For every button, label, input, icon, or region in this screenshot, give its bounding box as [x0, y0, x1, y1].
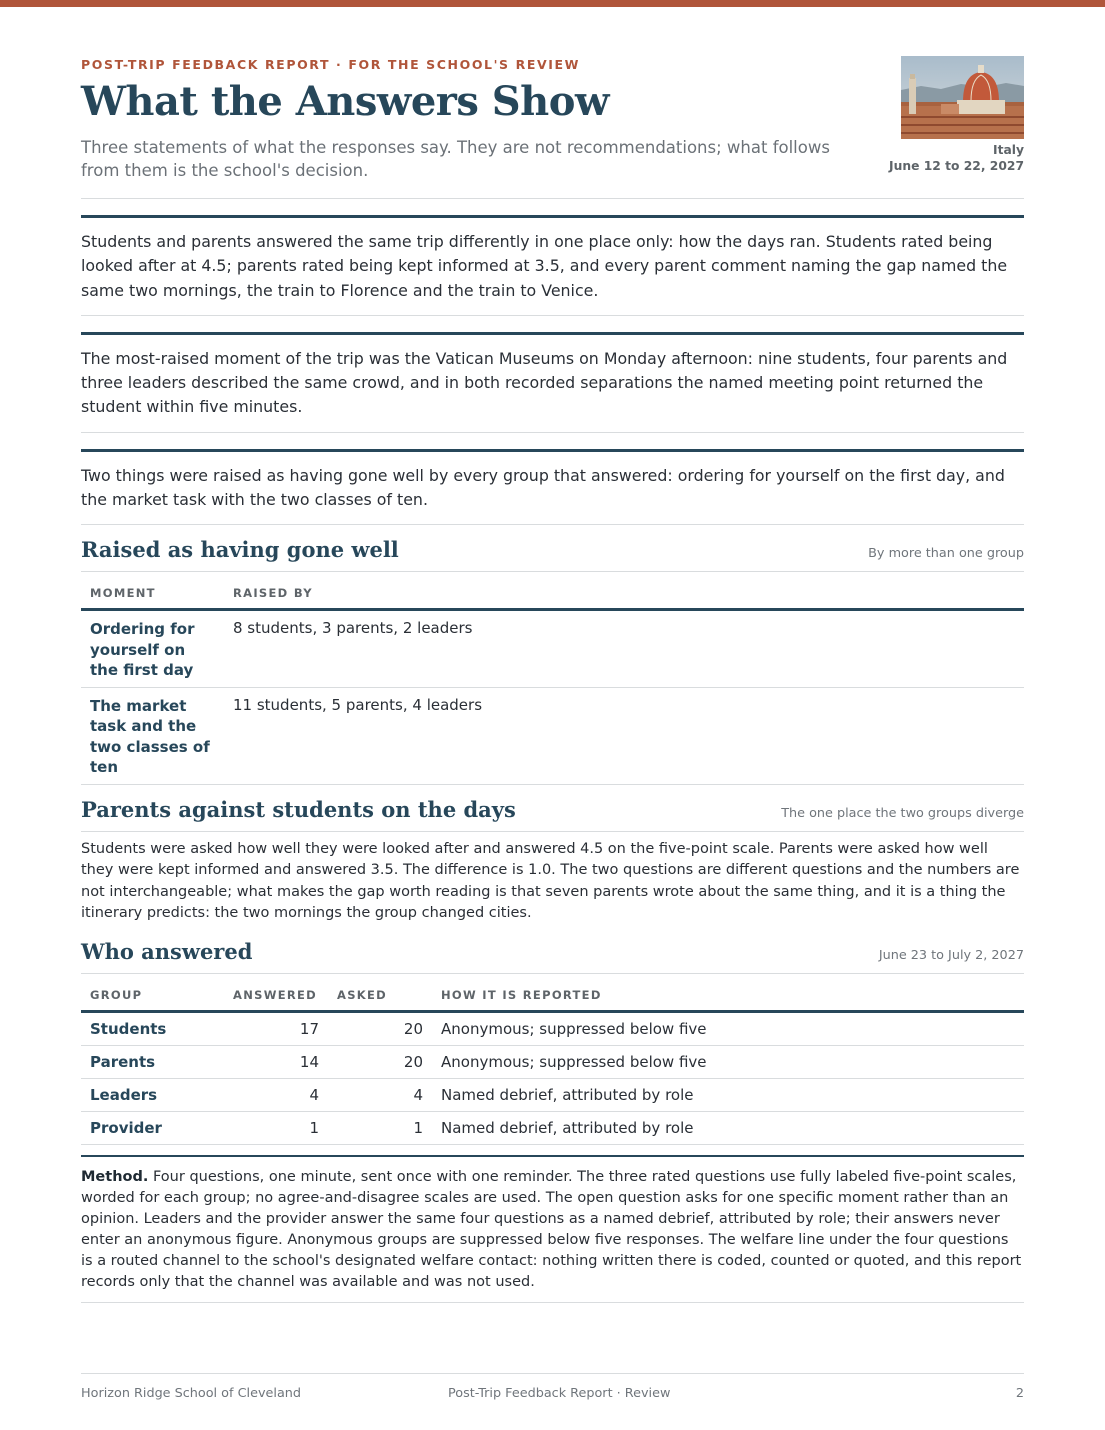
- table-row: [81, 610, 1024, 688]
- method-text: Four questions, one minute, sent once with one reminder. The three rated questions use fully labeled five-point scales, worded for each group; no agree-and-disagree scales are used. The open question asks for one specific moment rather than an opinion. Leaders and the provider answer the same four questions as a named debrief, attributed by role; their answers never enter an anonymous figure. Anonymous groups are suppressed below five responses. The welfare line under the four questions is a routed channel to the school's designated welfare contact: nothing written there is coded, counted or quoted, and this report records only that the channel was available and was not used.: [81, 1168, 1022, 1290]
- gone-well-table: [81, 572, 1024, 785]
- section-who-header: [81, 927, 1024, 974]
- group-cell: Provider: [81, 1111, 224, 1144]
- moment-cell: Ordering for yourself on the first day: [81, 610, 224, 688]
- reporting-cell: Named debrief, attributed by role: [432, 1078, 1024, 1111]
- statement-2: The most-raised moment of the trip was the Vatican Museums on Monday afternoon: nine students, four parents and three leaders described the same crowd, and in both recorded separations the named meeting point returned the student within five minutes.: [81, 332, 1024, 433]
- answered-cell: 1: [224, 1111, 328, 1144]
- trip-country: Italy: [993, 143, 1024, 157]
- column-header: GROUP: [81, 974, 224, 1012]
- column-header: ASKED: [328, 974, 432, 1012]
- table-row: [81, 687, 1024, 784]
- raised-by-cell: 8 students, 3 parents, 2 leaders: [224, 610, 1024, 688]
- table-row: [81, 1111, 1024, 1144]
- reporting-cell: Anonymous; suppressed below five: [432, 1045, 1024, 1078]
- table-header-row: [81, 572, 1024, 610]
- answered-cell: 17: [224, 1011, 328, 1045]
- reporting-cell: Anonymous; suppressed below five: [432, 1011, 1024, 1045]
- section-title: Who answered: [81, 938, 253, 964]
- column-header: MOMENT: [81, 572, 224, 610]
- report-header: [81, 0, 1024, 199]
- trip-dates: June 12 to 22, 2027: [889, 159, 1024, 173]
- section-gone-well-header: [81, 525, 1024, 572]
- section-note: The one place the two groups diverge: [781, 805, 1024, 821]
- footer-school: Horizon Ridge School of Cleveland: [81, 1386, 302, 1401]
- page-subtitle: Three statements of what the responses say. They are not recommendations; what follows from them is the school's decision.: [81, 138, 830, 180]
- group-cell: Leaders: [81, 1078, 224, 1111]
- group-cell: Parents: [81, 1045, 224, 1078]
- florence-photo: [901, 56, 1024, 139]
- asked-cell: 1: [328, 1111, 432, 1144]
- method-note: [81, 1155, 1024, 1303]
- trip-location: [889, 142, 1024, 174]
- moment-cell: The market task and the two classes of ten: [81, 687, 224, 784]
- table-header-row: [81, 974, 1024, 1012]
- section-title: Parents against students on the days: [81, 796, 516, 822]
- statement-1: Students and parents answered the same trip differently in one place only: how the days ran. Students rated being looked after at 4.5; parents rated being kept informed at 3.5, and every parent comment naming the gap named the same two mornings, the train to Florence and the train to Venice.: [81, 215, 1024, 316]
- answered-cell: 14: [224, 1045, 328, 1078]
- page-content: [81, 0, 1024, 1303]
- asked-cell: 4: [328, 1078, 432, 1111]
- reporting-cell: Named debrief, attributed by role: [432, 1111, 1024, 1144]
- statement-3: Two things were raised as having gone well by every group that answered: ordering for yourself on the first day, and the market task with the two classes of ten.: [81, 449, 1024, 526]
- raised-by-cell: 11 students, 5 parents, 4 leaders: [224, 687, 1024, 784]
- footer-document: Post-Trip Feedback Report · Review: [448, 1386, 671, 1401]
- section-note: June 23 to July 2, 2027: [878, 947, 1024, 963]
- answered-cell: 4: [224, 1078, 328, 1111]
- column-header: RAISED BY: [224, 572, 1024, 610]
- section-note: By more than one group: [868, 546, 1024, 562]
- table-row: [81, 1011, 1024, 1045]
- report-kicker: POST-TRIP FEEDBACK REPORT · FOR THE SCHOOL'S REVIEW: [81, 57, 581, 72]
- table-row: [81, 1078, 1024, 1111]
- group-cell: Students: [81, 1011, 224, 1045]
- table-row: [81, 1045, 1024, 1078]
- asked-cell: 20: [328, 1011, 432, 1045]
- page-footer: [81, 1373, 1024, 1414]
- asked-cell: 20: [328, 1045, 432, 1078]
- column-header: ANSWERED: [224, 974, 328, 1012]
- page-title: What the Answers Show: [81, 78, 609, 125]
- section-title: Raised as having gone well: [81, 537, 399, 563]
- who-answered-table: [81, 974, 1024, 1145]
- method-label: Method.: [81, 1168, 149, 1185]
- section-diverge-header: [81, 785, 1024, 832]
- column-header: HOW IT IS REPORTED: [432, 974, 1024, 1012]
- diverge-paragraph: Students were asked how well they were looked after and answered 4.5 on the five-point scale. Parents were asked how well they were kept informed and answered 3.5. The difference is 1.0. The two questions are different questions and the numbers are not interchangeable; what makes the gap worth reading is that seven parents wrote about the same thing, and it is a thing the itinerary predicts: the two mornings the group changed cities.: [81, 840, 1020, 922]
- page-number: 2: [1015, 1386, 1024, 1401]
